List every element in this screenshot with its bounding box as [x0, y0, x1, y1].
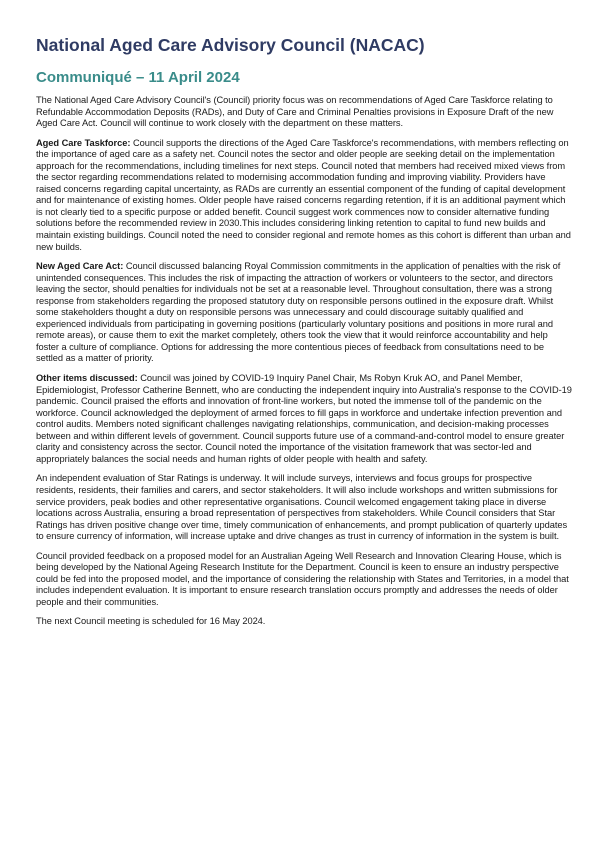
section-text: Council discussed balancing Royal Commission commitments in the application of penalties with the risk of unintended consequences. This includes the risk of impacting the attraction of workers or volunteers to the sector, and directors leaving the sector, should penalties for individuals not be set at a reasonable level. Throughout consultation, there was a strong response from stakeholders regarding the proposed statutory duty on responsible persons outlined in the exposure draft. Whilst some stakeholders thought a duty on responsible persons was unnecessary and could discourage suitably qualified and experienced individuals from participating in governing positions (particularly voluntary positions and positions in more rural and remote areas), or cause them to exit the market completely, others took the view that it would reinforce accountability and help foster a culture of compliance. Options for addressing the more contentious pieces of feedback from consultations need to be settled as a matter of priority. — [36, 261, 561, 364]
intro-paragraph: The National Aged Care Advisory Council's (Council) priority focus was on recommendations of Aged Care Taskforce relating to Refundable Accommodation Deposits (RADs), and Duty of Care and Criminal Penalties provisions in Exposure Draft of the new Aged Care Act. Council will continue to work closely with the department on these matters. — [36, 95, 554, 129]
section-heading: Aged Care Taskforce: — [36, 137, 131, 148]
section-aged-care-taskforce — [36, 138, 573, 253]
next-meeting-paragraph: The next Council meeting is scheduled for 16 May 2024. — [36, 616, 266, 627]
star-ratings-paragraph: An independent evaluation of Star Ratings is underway. It will include surveys, interviews and focus groups for prospective residents, residents, their families and carers, and sector stakeholders. It will also include workshops and written submissions for service providers, peak bodies and other representative organisations. Council welcomed engagement taking place in diverse locations across Australia, ensuring a broad representation of perspectives from stakeholders. While Council considers that Star Ratings has driven positive change over time, timely communication of enhancements, and prompt publication of quarterly updates to ensure currency of information, will increase uptake and drive changes as trust in currency of information in the system is built. — [36, 473, 568, 542]
document-subtitle: Communiqué – 11 April 2024 — [36, 69, 240, 86]
section-text: Council was joined by COVID-19 Inquiry Panel Chair, Ms Robyn Kruk AO, and Panel Member, Epidemiologist, Professor Catherine Bennett, who are conducting the independent inquiry into Australia's response to the COVID-19 pandemic. Council praised the efforts and innovation of front-line workers, but noted the immense toll of the pandemic on the workforce. Council acknowledged the deployment of armed forces to fill gaps in workforce and undertake infection prevention and control audits. Members noted significant challenges navigating relationships, communication, and decision-making processes between and within different levels of government. Council supports future use of a command-and-control model to ensure greater clarity and consistency across the sector. Council noted the importance of the visitation framework that was sector-led and appropriately balances the social needs and human rights of older people with health and safety. — [36, 373, 572, 464]
clearing-house-paragraph: Council provided feedback on a proposed model for an Australian Ageing Well Research and Innovation Clearing House, which is being developed by the National Ageing Research Institute for the Department. Council is keen to ensure an industry perspective could be fed into the proposed model, and the importance of considering the relationship with States and Territories, in a model that includes independent evaluation. It is important to ensure research translation occurs promptly and addresses the needs of older people and their communities. — [36, 550, 569, 607]
section-heading: New Aged Care Act: — [36, 261, 124, 272]
section-new-aged-care-act — [36, 261, 573, 365]
section-other-items — [36, 373, 573, 465]
section-heading: Other items discussed: — [36, 373, 138, 384]
document-title: National Aged Care Advisory Council (NACAC) — [36, 35, 425, 55]
section-text: Council supports the directions of the Aged Care Taskforce's recommendations, with members reflecting on the importance of aged care as a safety net. Council notes the sector and older people are seeking detail on the implementation approach for the recommendations, including timelines for next steps. Council noted that members had received mixed views from the sector regarding recommendations related to modernising accommodation funding and improving viability. Providers have raised concerns regarding capital uncertainty, as RADs are currently an essential component of the funding of capital development and for maintenance of existing homes. Older people have raised concerns regarding retention, if it is an additional payment which is not clearly tied to a specific purpose or added benefit. Council suggest work commences now to consider alternative funding solutions before the recommended review in 2030.This includes considering linking retention to capital to fund new builds and maintain existing buildings. Council noted the need to consider regional and remote homes as this cohort is different than urban and new builds. — [36, 137, 571, 252]
